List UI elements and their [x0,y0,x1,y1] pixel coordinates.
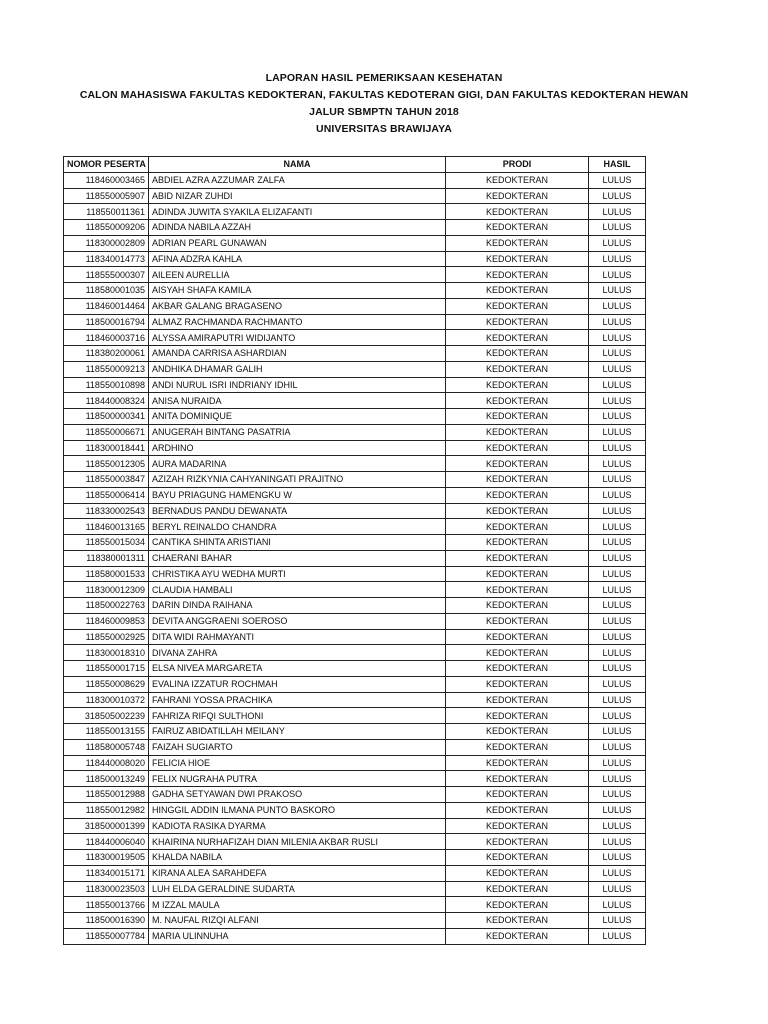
cell-nomor-peserta: 118300019505 [64,850,149,866]
cell-nama: DITA WIDI RAHMAYANTI [149,629,446,645]
results-table [63,156,646,945]
cell-hasil: LULUS [589,676,646,692]
cell-nomor-peserta: 118300018441 [64,440,149,456]
cell-hasil: LULUS [589,472,646,488]
cell-prodi: KEDOKTERAN [446,865,589,881]
cell-nama: ALMAZ RACHMANDA RACHMANTO [149,314,446,330]
cell-hasil: LULUS [589,613,646,629]
cell-nomor-peserta: 118300023503 [64,881,149,897]
cell-prodi: KEDOKTERAN [446,928,589,944]
table-row [64,755,646,771]
cell-nama: LUH ELDA GERALDINE SUDARTA [149,881,446,897]
cell-nomor-peserta: 118580001035 [64,283,149,299]
cell-prodi: KEDOKTERAN [446,834,589,850]
cell-hasil: LULUS [589,629,646,645]
cell-nama: ADINDA JUWITA SYAKILA ELIZAFANTI [149,204,446,220]
cell-nama: ANDI NURUL ISRI INDRIANY IDHIL [149,377,446,393]
cell-nama: M IZZAL MAULA [149,897,446,913]
cell-prodi: KEDOKTERAN [446,377,589,393]
cell-prodi: KEDOKTERAN [446,346,589,362]
cell-nomor-peserta: 118580005748 [64,739,149,755]
cell-prodi: KEDOKTERAN [446,913,589,929]
cell-hasil: LULUS [589,204,646,220]
cell-nama: M. NAUFAL RIZQI ALFANI [149,913,446,929]
table-row [64,409,646,425]
cell-hasil: LULUS [589,802,646,818]
cell-prodi: KEDOKTERAN [446,220,589,236]
cell-hasil: LULUS [589,535,646,551]
cell-prodi: KEDOKTERAN [446,850,589,866]
cell-hasil: LULUS [589,283,646,299]
cell-nama: FAHRIZA RIFQI SULTHONI [149,708,446,724]
table-row [64,314,646,330]
cell-nama: DIVANA ZAHRA [149,645,446,661]
cell-nama: GADHA SETYAWAN DWI PRAKOSO [149,787,446,803]
cell-prodi: KEDOKTERAN [446,487,589,503]
cell-nomor-peserta: 118550010898 [64,377,149,393]
table-row [64,661,646,677]
table-row [64,361,646,377]
cell-nama: ARDHINO [149,440,446,456]
cell-nomor-peserta: 118500016794 [64,314,149,330]
table-row [64,440,646,456]
cell-prodi: KEDOKTERAN [446,535,589,551]
cell-nomor-peserta: 118500000341 [64,409,149,425]
table-row [64,629,646,645]
cell-nomor-peserta: 118550015034 [64,535,149,551]
cell-prodi: KEDOKTERAN [446,755,589,771]
cell-nama: DEVITA ANGGRAENI SOEROSO [149,613,446,629]
table-row [64,818,646,834]
cell-nama: AFINA ADZRA KAHLA [149,251,446,267]
cell-prodi: KEDOKTERAN [446,613,589,629]
cell-hasil: LULUS [589,519,646,535]
cell-prodi: KEDOKTERAN [446,503,589,519]
column-header-nama: NAMA [149,157,446,173]
cell-nama: ABDIEL AZRA AZZUMAR ZALFA [149,172,446,188]
table-row [64,298,646,314]
table-row [64,708,646,724]
cell-hasil: LULUS [589,661,646,677]
cell-nomor-peserta: 118380200061 [64,346,149,362]
cell-prodi: KEDOKTERAN [446,251,589,267]
table-row [64,346,646,362]
cell-nomor-peserta: 118460014464 [64,298,149,314]
cell-hasil: LULUS [589,424,646,440]
cell-hasil: LULUS [589,913,646,929]
cell-hasil: LULUS [589,346,646,362]
cell-hasil: LULUS [589,330,646,346]
cell-nomor-peserta: 118550006671 [64,424,149,440]
table-row [64,172,646,188]
cell-hasil: LULUS [589,787,646,803]
cell-hasil: LULUS [589,456,646,472]
cell-hasil: LULUS [589,361,646,377]
cell-prodi: KEDOKTERAN [446,598,589,614]
cell-nama: DARIN DINDA RAIHANA [149,598,446,614]
cell-hasil: LULUS [589,487,646,503]
report-title: LAPORAN HASIL PEMERIKSAAN KESEHATAN [265,72,503,84]
report-header [0,70,768,138]
table-row [64,550,646,566]
table-row [64,850,646,866]
cell-nama: AZIZAH RIZKYNIA CAHYANINGATI PRAJITNO [149,472,446,488]
cell-prodi: KEDOKTERAN [446,661,589,677]
table-row [64,865,646,881]
cell-hasil: LULUS [589,172,646,188]
table-row [64,724,646,740]
cell-nama: HINGGIL ADDIN ILMANA PUNTO BASKORO [149,802,446,818]
cell-nomor-peserta: 118460009853 [64,613,149,629]
cell-nomor-peserta: 118500013249 [64,771,149,787]
table-row [64,487,646,503]
cell-prodi: KEDOKTERAN [446,802,589,818]
cell-nomor-peserta: 118500022763 [64,598,149,614]
cell-nama: CLAUDIA HAMBALI [149,582,446,598]
cell-nomor-peserta: 118550009213 [64,361,149,377]
table-row [64,645,646,661]
cell-nomor-peserta: 118300010372 [64,692,149,708]
cell-nomor-peserta: 118330002543 [64,503,149,519]
cell-nama: AMANDA CARRISA ASHARDIAN [149,346,446,362]
column-header-prodi: PRODI [446,157,589,173]
cell-nama: ANITA DOMINIQUE [149,409,446,425]
cell-hasil: LULUS [589,739,646,755]
table-row [64,220,646,236]
table-row [64,456,646,472]
cell-nomor-peserta: 118300002809 [64,235,149,251]
cell-nama: ALYSSA AMIRAPUTRI WIDIJANTO [149,330,446,346]
report-university: UNIVERSITAS BRAWIJAYA [316,123,452,135]
cell-nama: FELIX NUGRAHA PUTRA [149,771,446,787]
cell-nama: ADINDA NABILA AZZAH [149,220,446,236]
column-header-nomor-peserta: NOMOR PESERTA [64,157,149,173]
cell-nomor-peserta: 318500001399 [64,818,149,834]
cell-nama: KADIOTA RASIKA DYARMA [149,818,446,834]
cell-prodi: KEDOKTERAN [446,771,589,787]
table-row [64,834,646,850]
cell-nomor-peserta: 118580001533 [64,566,149,582]
table-row [64,566,646,582]
cell-nomor-peserta: 118550012305 [64,456,149,472]
table-row [64,897,646,913]
cell-nama: EVALINA IZZATUR ROCHMAH [149,676,446,692]
cell-nomor-peserta: 118460003465 [64,172,149,188]
table-row [64,267,646,283]
table-row [64,582,646,598]
cell-prodi: KEDOKTERAN [446,582,589,598]
cell-nomor-peserta: 118440006040 [64,834,149,850]
table-row [64,881,646,897]
table-row [64,771,646,787]
cell-hasil: LULUS [589,818,646,834]
table-row [64,503,646,519]
cell-nomor-peserta: 118340014773 [64,251,149,267]
cell-prodi: KEDOKTERAN [446,235,589,251]
cell-nomor-peserta: 118300012309 [64,582,149,598]
cell-nama: AURA MADARINA [149,456,446,472]
cell-prodi: KEDOKTERAN [446,298,589,314]
table-row [64,330,646,346]
cell-nomor-peserta: 118550013766 [64,897,149,913]
cell-nomor-peserta: 118460013165 [64,519,149,535]
cell-nama: FELICIA HIOE [149,755,446,771]
cell-nomor-peserta: 118550012988 [64,787,149,803]
cell-nama: CHRISTIKA AYU WEDHA MURTI [149,566,446,582]
cell-hasil: LULUS [589,865,646,881]
cell-prodi: KEDOKTERAN [446,172,589,188]
cell-hasil: LULUS [589,220,646,236]
cell-nama: AISYAH SHAFA KAMILA [149,283,446,299]
cell-nomor-peserta: 118440008324 [64,393,149,409]
cell-nomor-peserta: 118550008629 [64,676,149,692]
cell-nama: ELSA NIVEA MARGARETA [149,661,446,677]
table-row [64,472,646,488]
cell-nomor-peserta: 118460003716 [64,330,149,346]
cell-prodi: KEDOKTERAN [446,708,589,724]
table-row [64,613,646,629]
cell-hasil: LULUS [589,393,646,409]
table-row [64,251,646,267]
cell-prodi: KEDOKTERAN [446,440,589,456]
cell-prodi: KEDOKTERAN [446,724,589,740]
cell-hasil: LULUS [589,251,646,267]
cell-hasil: LULUS [589,235,646,251]
cell-hasil: LULUS [589,188,646,204]
cell-nomor-peserta: 118550012982 [64,802,149,818]
cell-prodi: KEDOKTERAN [446,818,589,834]
table-row [64,283,646,299]
table-body [64,172,646,944]
cell-hasil: LULUS [589,724,646,740]
cell-nomor-peserta: 118555000307 [64,267,149,283]
cell-nama: ADRIAN PEARL GUNAWAN [149,235,446,251]
cell-prodi: KEDOKTERAN [446,188,589,204]
cell-nama: ANDHIKA DHAMAR GALIH [149,361,446,377]
cell-hasil: LULUS [589,692,646,708]
cell-prodi: KEDOKTERAN [446,566,589,582]
cell-nomor-peserta: 118340015171 [64,865,149,881]
cell-hasil: LULUS [589,708,646,724]
table-row [64,676,646,692]
cell-prodi: KEDOKTERAN [446,787,589,803]
table-row [64,802,646,818]
cell-nomor-peserta: 118550002925 [64,629,149,645]
cell-prodi: KEDOKTERAN [446,645,589,661]
cell-nama: BAYU PRIAGUNG HAMENGKU W [149,487,446,503]
cell-prodi: KEDOKTERAN [446,739,589,755]
cell-nomor-peserta: 118550001715 [64,661,149,677]
cell-hasil: LULUS [589,850,646,866]
report-subtitle: CALON MAHASISWA FAKULTAS KEDOKTERAN, FAKULTAS KEDOTERAN GIGI, DAN FAKULTAS KEDOKTERAN HEWAN [79,89,689,101]
table-row [64,188,646,204]
cell-prodi: KEDOKTERAN [446,897,589,913]
cell-hasil: LULUS [589,409,646,425]
cell-hasil: LULUS [589,314,646,330]
table-row [64,787,646,803]
cell-hasil: LULUS [589,834,646,850]
cell-nama: FAIZAH SUGIARTO [149,739,446,755]
table-row [64,598,646,614]
cell-prodi: KEDOKTERAN [446,550,589,566]
report-admission-path: JALUR SBMPTN TAHUN 2018 [309,106,459,118]
column-header-hasil: HASIL [589,157,646,173]
cell-nama: KHAIRINA NURHAFIZAH DIAN MILENIA AKBAR RUSLI [149,834,446,850]
table-row [64,519,646,535]
cell-hasil: LULUS [589,298,646,314]
cell-prodi: KEDOKTERAN [446,456,589,472]
table-row [64,928,646,944]
cell-hasil: LULUS [589,928,646,944]
cell-hasil: LULUS [589,897,646,913]
table-row [64,739,646,755]
cell-nama: KHALDA NABILA [149,850,446,866]
table-row [64,204,646,220]
cell-prodi: KEDOKTERAN [446,629,589,645]
table-row [64,913,646,929]
cell-hasil: LULUS [589,598,646,614]
cell-prodi: KEDOKTERAN [446,330,589,346]
table-header-row [64,157,646,173]
cell-nama: FAHRANI YOSSA PRACHIKA [149,692,446,708]
cell-nama: KIRANA ALEA SARAHDEFA [149,865,446,881]
cell-hasil: LULUS [589,503,646,519]
cell-nama: ANISA NURAIDA [149,393,446,409]
cell-hasil: LULUS [589,755,646,771]
cell-hasil: LULUS [589,582,646,598]
cell-nomor-peserta: 118300018310 [64,645,149,661]
cell-nomor-peserta: 118550009206 [64,220,149,236]
cell-nomor-peserta: 118550003847 [64,472,149,488]
cell-hasil: LULUS [589,881,646,897]
cell-hasil: LULUS [589,566,646,582]
cell-prodi: KEDOKTERAN [446,424,589,440]
table-row [64,377,646,393]
cell-prodi: KEDOKTERAN [446,409,589,425]
cell-hasil: LULUS [589,440,646,456]
cell-hasil: LULUS [589,645,646,661]
cell-nama: BERNADUS PANDU DEWANATA [149,503,446,519]
table-row [64,393,646,409]
table-row [64,235,646,251]
cell-nomor-peserta: 318505002239 [64,708,149,724]
cell-hasil: LULUS [589,377,646,393]
cell-prodi: KEDOKTERAN [446,676,589,692]
cell-nomor-peserta: 118550007784 [64,928,149,944]
cell-prodi: KEDOKTERAN [446,393,589,409]
cell-nomor-peserta: 118550011361 [64,204,149,220]
cell-prodi: KEDOKTERAN [446,283,589,299]
cell-prodi: KEDOKTERAN [446,314,589,330]
cell-nomor-peserta: 118380001311 [64,550,149,566]
cell-nama: CANTIKA SHINTA ARISTIANI [149,535,446,551]
cell-nama: MARIA ULINNUHA [149,928,446,944]
cell-nama: FAIRUZ ABIDATILLAH MEILANY [149,724,446,740]
cell-nomor-peserta: 118550005907 [64,188,149,204]
cell-nomor-peserta: 118500016390 [64,913,149,929]
table-row [64,424,646,440]
cell-nomor-peserta: 118550013155 [64,724,149,740]
cell-prodi: KEDOKTERAN [446,692,589,708]
cell-nama: BERYL REINALDO CHANDRA [149,519,446,535]
cell-nama: AKBAR GALANG BRAGASENO [149,298,446,314]
cell-nama: ANUGERAH BINTANG PASATRIA [149,424,446,440]
cell-prodi: KEDOKTERAN [446,267,589,283]
table-row [64,535,646,551]
cell-prodi: KEDOKTERAN [446,881,589,897]
cell-nama: CHAERANI BAHAR [149,550,446,566]
cell-nama: ABID NIZAR ZUHDI [149,188,446,204]
cell-hasil: LULUS [589,550,646,566]
cell-prodi: KEDOKTERAN [446,519,589,535]
cell-hasil: LULUS [589,267,646,283]
cell-hasil: LULUS [589,771,646,787]
cell-nomor-peserta: 118550006414 [64,487,149,503]
cell-nomor-peserta: 118440008020 [64,755,149,771]
cell-nama: AILEEN AURELLIA [149,267,446,283]
cell-prodi: KEDOKTERAN [446,204,589,220]
cell-prodi: KEDOKTERAN [446,361,589,377]
cell-prodi: KEDOKTERAN [446,472,589,488]
table-row [64,692,646,708]
